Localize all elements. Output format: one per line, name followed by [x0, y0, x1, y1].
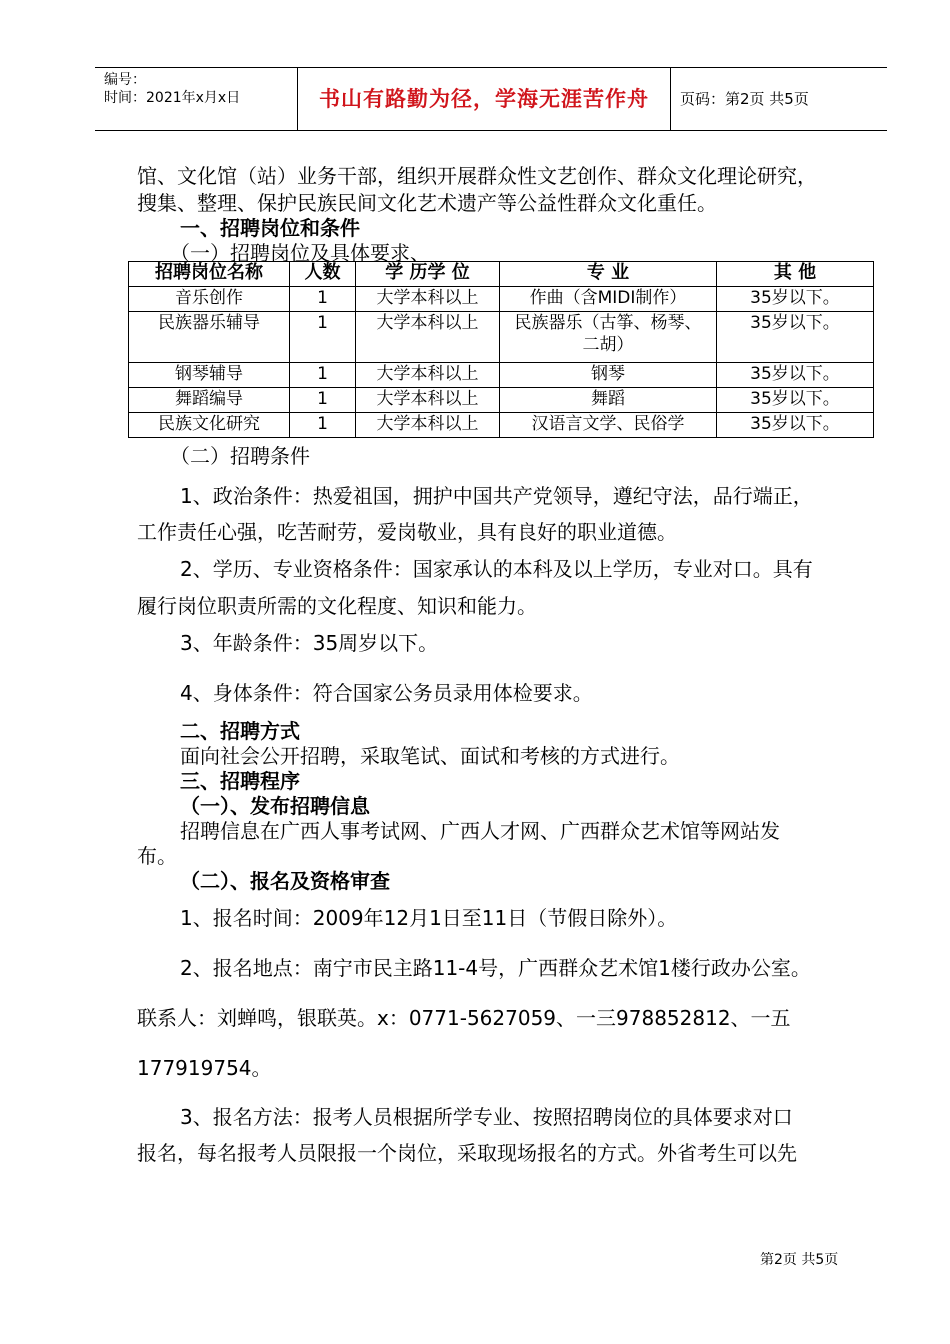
header-meta — [104, 71, 240, 107]
registration-method-line-2: 报名，每名报考人员限报一个岗位，采取现场报名的方式。外省考生可以先 — [137, 1141, 797, 1165]
table-header-cell: 专 业 — [500, 262, 717, 287]
publish-info-line-2: 布。 — [137, 844, 177, 868]
section-3-sub-1: （一）、发布招聘信息 — [180, 794, 370, 818]
section-3-sub-2: （二）、报名及资格审查 — [180, 869, 390, 893]
publish-info-line-1: 招聘信息在广西人事考试网、广西人才网、广西群众艺术馆等网站发 — [180, 819, 780, 843]
table-header-cell: 招聘岗位名称 — [129, 262, 290, 287]
registration-method-line-1: 3、报名方法：报考人员根据所学专业、按照招聘岗位的具体要求对口 — [180, 1105, 793, 1129]
section-1-sub-2: （二）招聘条件 — [170, 444, 310, 468]
table-cell: 作曲（含MIDI制作） — [500, 287, 717, 312]
table-cell: 35岁以下。 — [717, 312, 874, 363]
condition-2-line-2: 履行岗位职责所需的文化程度、知识和能力。 — [137, 594, 537, 618]
table-cell: 35岁以下。 — [717, 287, 874, 312]
number-label: 编号： — [104, 72, 146, 88]
table-header-row — [129, 262, 874, 287]
table-header-cell: 其 他 — [717, 262, 874, 287]
table-cell: 35岁以下。 — [717, 388, 874, 413]
table-header-cell: 学 历学 位 — [356, 262, 500, 287]
table-cell: 大学本科以上 — [356, 363, 500, 388]
condition-3: 3、年龄条件：35周岁以下。 — [180, 631, 439, 655]
positions-table — [128, 261, 874, 438]
section-2-title: 二、招聘方式 — [180, 719, 300, 743]
header-page-label: 页码：第2页 共5页 — [680, 90, 809, 108]
table-cell: 舞蹈编导 — [129, 388, 290, 413]
table-cell: 民族器乐辅导 — [129, 312, 290, 363]
table-row — [129, 312, 874, 363]
table-cell: 1 — [290, 287, 356, 312]
section-1-title: 一、招聘岗位和条件 — [180, 216, 360, 240]
table-row — [129, 413, 874, 438]
table-row — [129, 388, 874, 413]
table-cell: 大学本科以上 — [356, 388, 500, 413]
section-3-title: 三、招聘程序 — [180, 769, 300, 793]
registration-contact: 联系人：刘蝉鸣，银联英。x：0771-5627059、一三978852812、一五 — [137, 1006, 791, 1030]
table-cell: 大学本科以上 — [356, 413, 500, 438]
header-motto: 书山有路勤为径，学海无涯苦作舟 — [319, 87, 649, 111]
table-cell: 大学本科以上 — [356, 287, 500, 312]
condition-1-line-2: 工作责任心强，吃苦耐劳，爱岗敬业，具有良好的职业道德。 — [137, 520, 677, 544]
table-cell: 1 — [290, 363, 356, 388]
registration-place: 2、报名地点：南宁市民主路11-4号，广西群众艺术馆1楼行政办公室。 — [180, 956, 811, 980]
header-divider — [670, 68, 671, 130]
registration-time: 1、报名时间：2009年12月1日至11日（节假日除外）。 — [180, 906, 678, 930]
table-cell: 民族文化研究 — [129, 413, 290, 438]
time-label: 时间：2021年x月x日 — [104, 90, 241, 106]
table-cell: 钢琴辅导 — [129, 363, 290, 388]
table-row — [129, 287, 874, 312]
table-cell: 舞蹈 — [500, 388, 717, 413]
page-footer: 第2页 共5页 — [760, 1252, 839, 1268]
section-1-sub-1: （一）招聘岗位及具体要求、 — [170, 241, 430, 265]
table-cell: 1 — [290, 312, 356, 363]
condition-4: 4、身体条件：符合国家公务员录用体检要求。 — [180, 681, 593, 705]
condition-1-line-1: 1、政治条件：热爱祖国，拥护中国共产党领导，遵纪守法，品行端正， — [180, 484, 813, 508]
table-cell: 汉语言文学、民俗学 — [500, 413, 717, 438]
table-cell: 35岁以下。 — [717, 413, 874, 438]
table-header-cell: 人数 — [290, 262, 356, 287]
table-cell: 大学本科以上 — [356, 312, 500, 363]
table-cell: 音乐创作 — [129, 287, 290, 312]
table-cell: 1 — [290, 413, 356, 438]
table-row — [129, 363, 874, 388]
table-cell: 民族器乐（古筝、杨琴、二胡） — [500, 312, 717, 363]
table-cell: 35岁以下。 — [717, 363, 874, 388]
intro-line-1: 馆、文化馆（站）业务干部，组织开展群众性文艺创作、群众文化理论研究， — [137, 164, 817, 188]
intro-line-2: 搜集、整理、保护民族民间文化艺术遗产等公益性群众文化重任。 — [137, 191, 717, 215]
registration-contact-cont: 177919754。 — [137, 1056, 272, 1080]
table-cell: 1 — [290, 388, 356, 413]
condition-2-line-1: 2、学历、专业资格条件：国家承认的本科及以上学历，专业对口。具有 — [180, 557, 813, 581]
table-cell: 钢琴 — [500, 363, 717, 388]
page-header — [95, 67, 887, 131]
section-2-text: 面向社会公开招聘，采取笔试、面试和考核的方式进行。 — [180, 744, 680, 768]
